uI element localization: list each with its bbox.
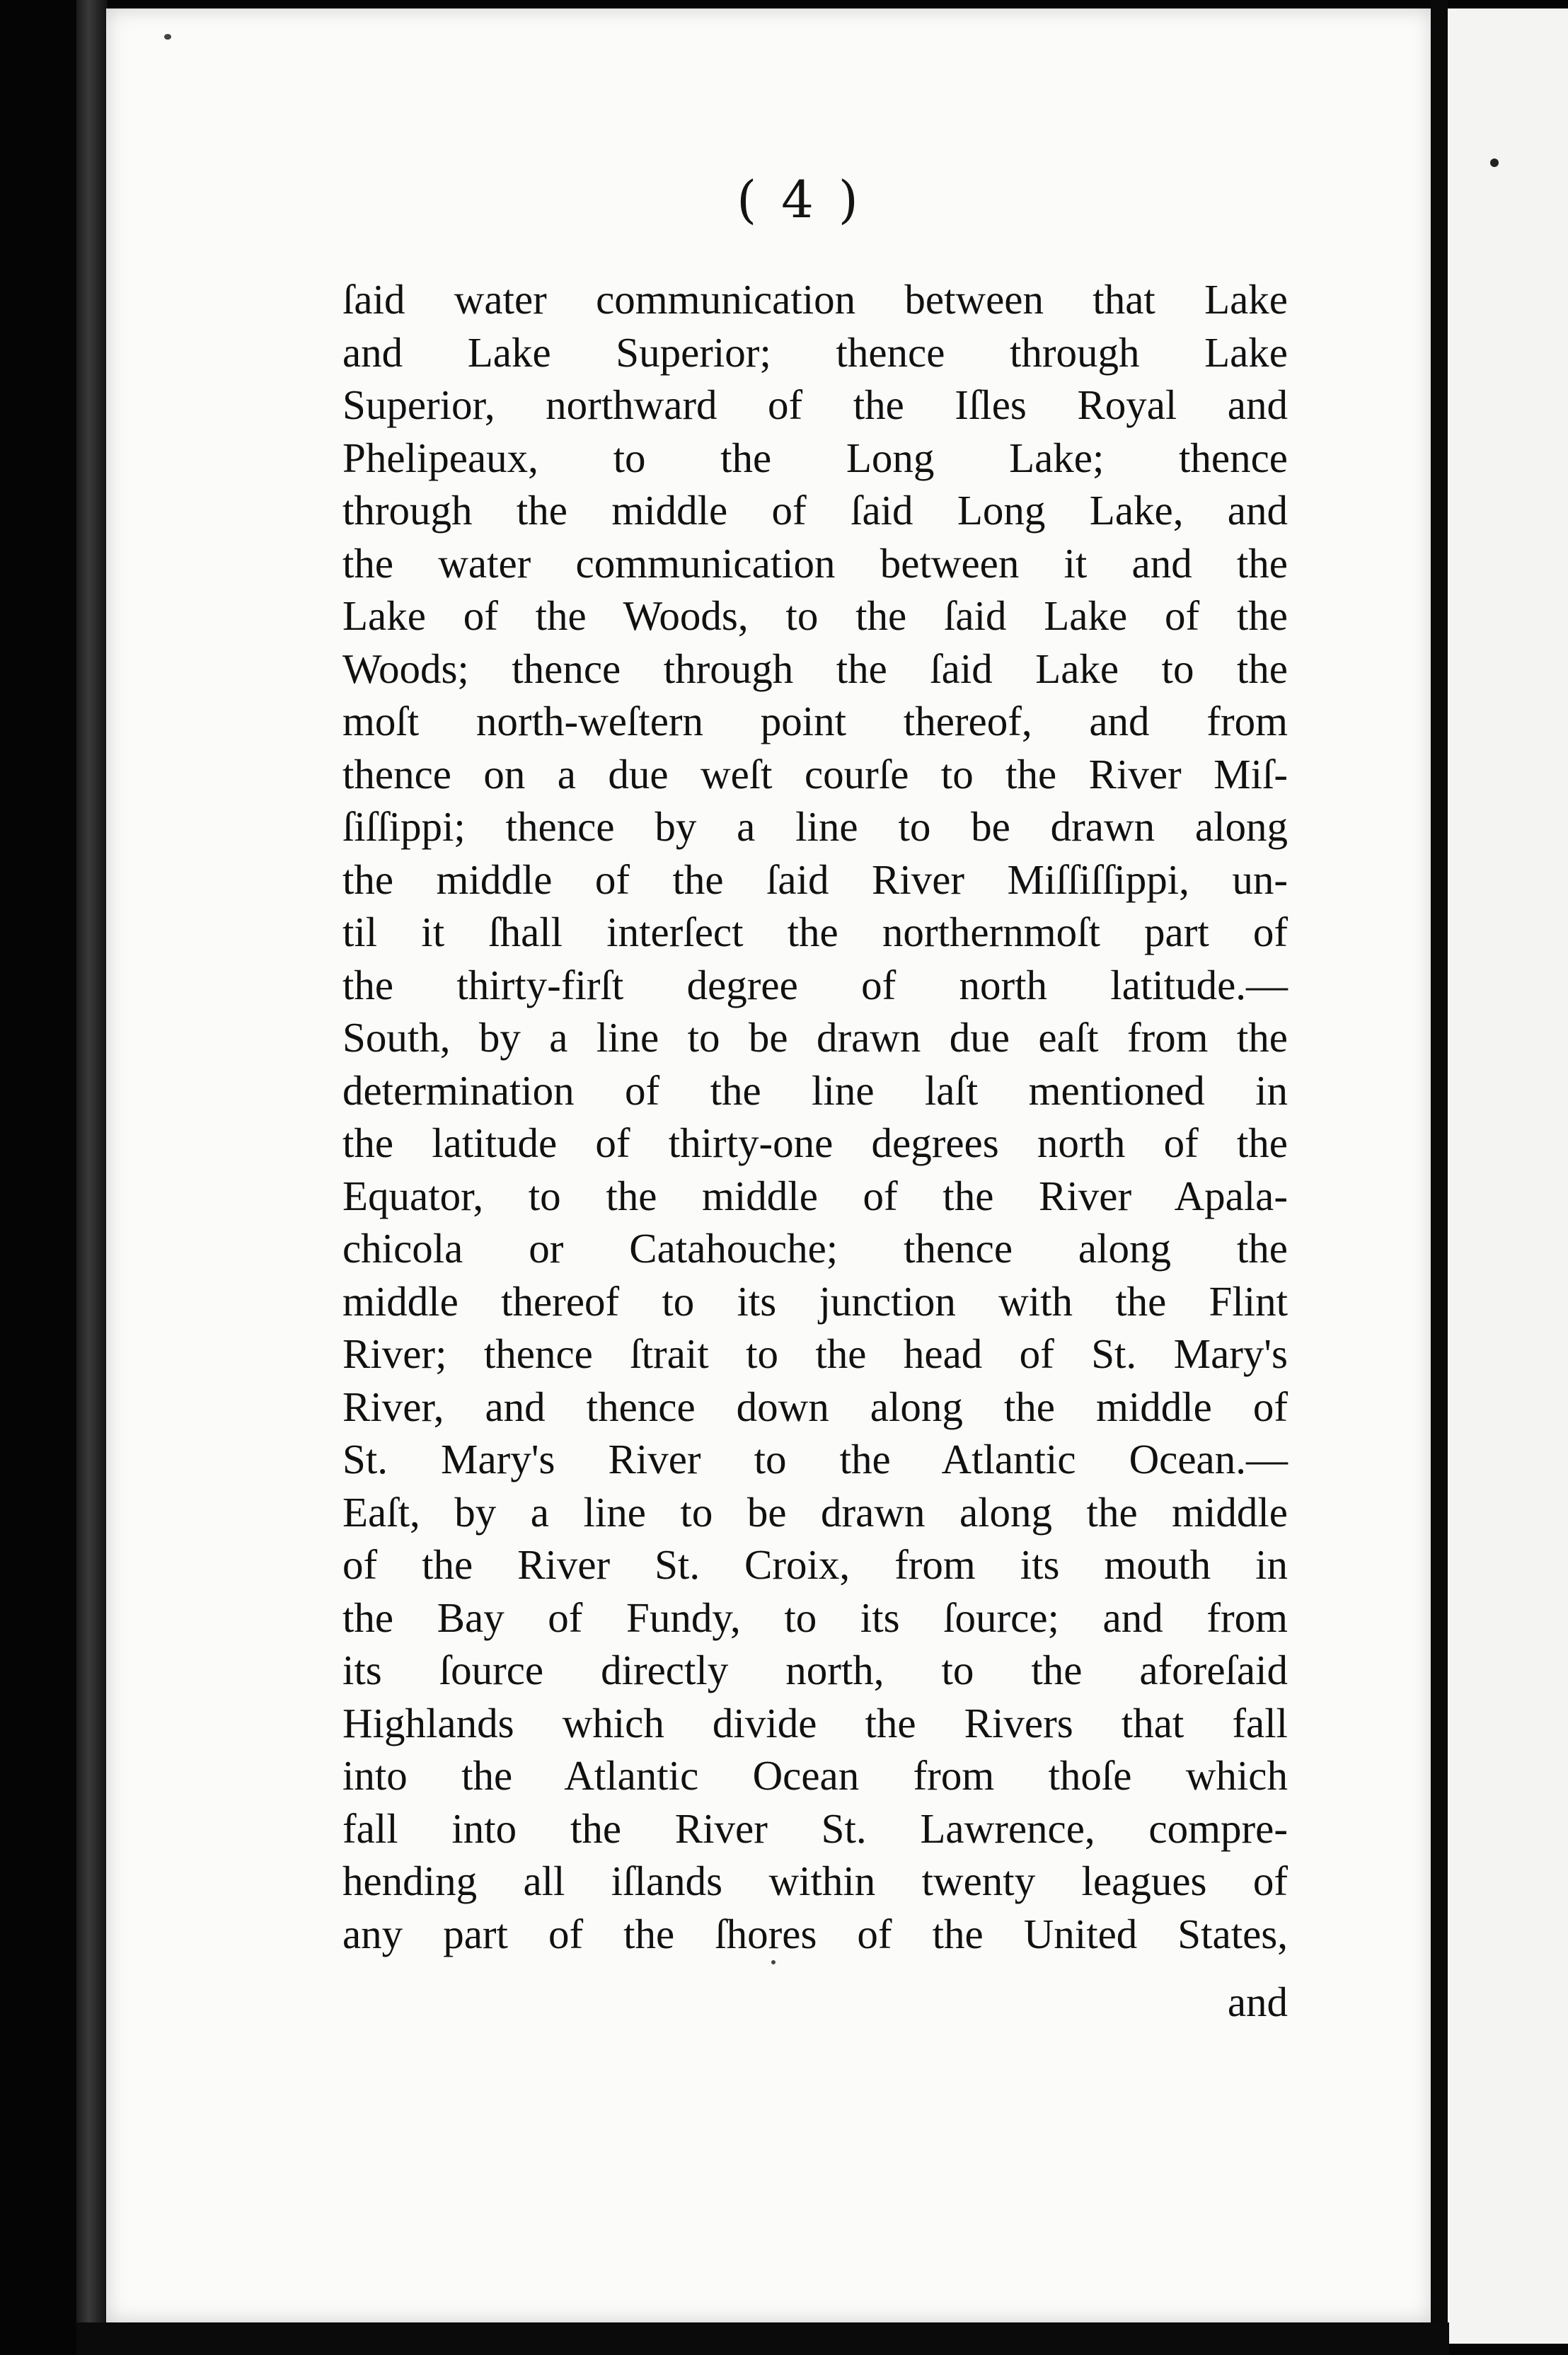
text-line: fall into the River St. Lawrence, compre- [342,1804,1288,1852]
text-line: any part of the ſhores of the United States, [342,1910,1288,1957]
text-line: the water communication between it and the [342,539,1288,587]
text-line: Equator, to the middle of the River Apala- [342,1172,1288,1219]
text-line: River, and thence down along the middle of [342,1383,1288,1430]
text-line: middle thereof to its junction with the Flint [342,1277,1288,1325]
page-number: ( 4 ) [737,170,863,229]
text-line: the Bay of Fundy, to its ſource; and from [342,1594,1288,1641]
catchword: and [1227,1979,1288,2025]
text-line: Superior, northward of the Iſles Royal and [342,381,1288,428]
text-line: River; thence ſtrait to the head of St. Mary's [342,1330,1288,1377]
text-line: the thirty-firſt degree of north latitude.— [342,961,1288,1008]
paper-speck [164,34,171,40]
text-line: into the Atlantic Ocean from thoſe which [342,1752,1288,1799]
binding-edge [76,0,108,2355]
text-line: ſaid water communication between that Lake [342,276,1288,323]
text-line: chicola or Catahouche; thence along the [342,1225,1288,1272]
text-line: of the River St. Croix, from its mouth in [342,1541,1288,1588]
text-line: Phelipeaux, to the Long Lake; thence [342,434,1288,481]
text-line: Lake of the Woods, to the ſaid Lake of the [342,592,1288,639]
text-line: the middle of the ſaid River Miſſiſſippi, un- [342,856,1288,903]
facing-page-speck [1490,159,1499,167]
text-line: the latitude of thirty-one degrees north of the [342,1119,1288,1166]
text-line: through the middle of ſaid Long Lake, and [342,487,1288,534]
gutter-shadow [1431,0,1448,2355]
text-line: hending all iſlands within twenty leagues of [342,1858,1288,1904]
text-line: and Lake Superior; thence through Lake [342,328,1288,376]
text-line: its ſource directly north, to the aforeſaid [342,1647,1288,1693]
text-line: til it ſhall interſect the northernmoſt part of [342,909,1288,955]
text-line: St. Mary's River to the Atlantic Ocean.— [342,1436,1288,1482]
paper-speck [771,1960,776,1964]
text-line: Highlands which divide the Rivers that fall [342,1699,1288,1746]
text-line: determination of the line laſt mentioned in [342,1066,1288,1114]
text-line: thence on a due weſt courſe to the River Miſ- [342,750,1288,798]
text-line: South, by a line to be drawn due eaſt from the [342,1014,1288,1061]
text-line: Woods; thence through the ſaid Lake to the [342,645,1288,692]
text-line: Eaſt, by a line to be drawn along the middle [342,1488,1288,1536]
body-text [342,273,1288,1960]
text-line: ſiſſippi; thence by a line to be drawn along [342,803,1288,850]
text-line: moſt north-weſtern point thereof, and from [342,698,1288,744]
scan-bottom-border [76,2322,1449,2355]
facing-page [1448,8,1568,2344]
